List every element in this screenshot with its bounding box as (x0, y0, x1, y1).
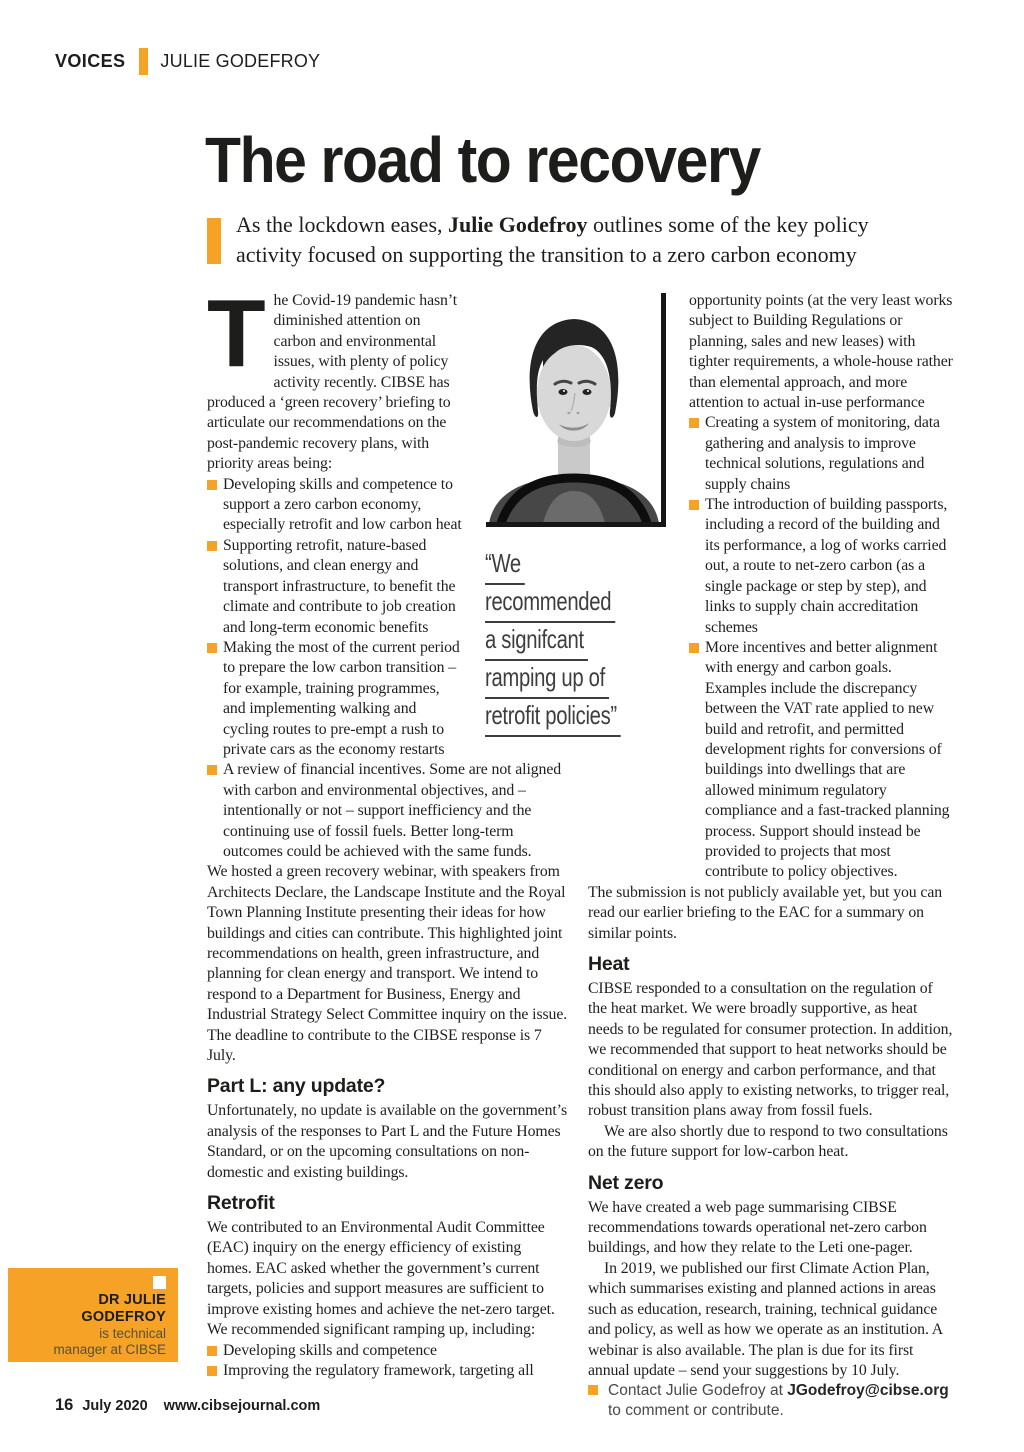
standfirst-post: outlines some of the key policy activity focused on supporting the transition to a zero carbon economy (236, 212, 869, 267)
list-item (207, 638, 464, 760)
contact-pre-text: Contact Julie Godefroy at (608, 1382, 788, 1400)
list-item-text: Developing skills and competence to support a zero carbon economy, especially retrofit and low carbon heat (223, 475, 462, 534)
list-item-text: A review of financial incentives. Some are not aligned with carbon and environmental objectives, and – intentionally or not – support inefficiency and the continuing use of fossil fuels. Better long-term outcomes could be achieved with the same funds. (223, 761, 562, 860)
standfirst (207, 210, 907, 270)
left-column (207, 280, 569, 1381)
pull-quote-line: “We (485, 548, 672, 585)
list-item-text: Making the most of the current period to prepare the low carbon transition – for example, training programmes, and implementing walking and cycling routes to pre-empt a rush to private cars as the economy restarts (223, 638, 460, 758)
pull-quote-line: ramping up of (485, 662, 672, 699)
intro-paragraph: The Covid-19 pandemic hasn’t diminished attention on carbon and environmental issues, with plenty of policy activity recently. CIBSE has produced a ‘green recovery’ briefing to articulate our recommendations on the post-pandemic recovery plans, with priority areas being: (207, 280, 458, 473)
runover-block (689, 291, 954, 883)
webinar-paragraph: We hosted a green recovery webinar, with speakers from Architects Declare, the Landscape Institute and the Royal Town Planning Institute presenting their ideas for how buildings and cities can contribute. This highlighted joint recommendations on health, green infrastructure, and planning for clean energy and transport. We intend to respond to a Department for Business, Energy and Industrial Strategy Select Committee inquiry on the issue. The deadline to contribute to the CIBSE response is 7 July. (207, 863, 568, 1065)
list-item (207, 760, 569, 862)
page-number: 16 (55, 1396, 74, 1414)
list-item (689, 413, 954, 495)
part-l-paragraph: Unfortunately, no update is available on the government’s analysis of the responses to Part L and the Future Homes Standard, or on the upcoming consultations on non-domestic and existing buildings. (207, 1102, 568, 1181)
contact-post-text: to comment or contribute. (608, 1401, 784, 1419)
list-item-text: Developing skills and competence (223, 1341, 437, 1359)
author-role: is technical manager at CIBSE (53, 1326, 166, 1357)
list-item-text: Supporting retrofit, nature-based solutions, and clean energy and transport infrastructure, to benefit the climate and contribute to job creation and long-term economic benefits (223, 536, 456, 636)
heat-paragraph-1: CIBSE responded to a consultation on the regulation of the heat market. We were broadly supportive, as heat needs to be regulated for consumer protection. In addition, we recommended that support to heat networks should be conditional on energy and carbon performance, and that this should also apply to existing networks, to trigger real, robust transition plans away from fossil fuels. (588, 980, 953, 1120)
list-item (689, 495, 954, 638)
section-heading-retrofit: Retrofit (207, 1192, 275, 1215)
page-header (55, 48, 320, 75)
list-item-text: Creating a system of monitoring, data gathering and analysis to improve technical solutions, regulations and supply chains (705, 414, 940, 493)
bullet-square-icon (689, 418, 699, 428)
runover-paragraph: opportunity points (at the very least works subject to Building Regulations or planning, sales and new leases) with tighter requirements, a whole-house rather than elemental approach, and more attention to actual in-use performance (689, 292, 953, 412)
net-zero-paragraph-2: In 2019, we published our first Climate Action Plan, which summarises existing and planned actions in areas such as education, research, training, technical guidance and policy, as well as how we operate as an institution. A webinar is also available. The plan is due for its first annual update – send your suggestions by 10 July. (588, 1259, 943, 1379)
standfirst-author-name: Julie Godefroy (448, 212, 588, 237)
bullet-square-icon (207, 541, 217, 551)
section-label: VOICES (55, 51, 126, 71)
heat-paragraph-2: We are also shortly due to respond to two consultations on the future support for low-carbon heat. (588, 1122, 948, 1161)
section-heading-net-zero: Net zero (588, 1171, 664, 1194)
bullet-square-icon (207, 1346, 217, 1356)
list-item (207, 536, 464, 638)
contact-email-link[interactable]: JGodefroy@cibse.org (787, 1382, 949, 1400)
bullet-square-icon (207, 643, 217, 653)
section-heading-part-l: Part L: any update? (207, 1075, 386, 1098)
section-heading-heat: Heat (588, 953, 630, 975)
bullet-square-icon (207, 765, 217, 775)
runover-list (689, 413, 954, 882)
list-item (689, 638, 954, 883)
right-column (588, 291, 954, 1420)
author-box (8, 1268, 178, 1362)
retrofit-paragraph: We contributed to an Environmental Audit Committee (EAC) inquiry on the energy efficiency of existing homes. EAC asked whether the government’s current targets, policies and support measures are sufficient to improve existing homes and achieve the net-zero target. We recommended significant ramping up, including: (207, 1219, 555, 1339)
list-item (207, 475, 464, 536)
pull-quote-line: a signifcant (485, 624, 672, 661)
priority-list (207, 475, 569, 863)
list-item (207, 1361, 569, 1381)
drop-cap: T (207, 280, 266, 387)
author-name: DR JULIE GODEFROY (81, 1292, 166, 1325)
standfirst-pre: As the lockdown eases, (236, 212, 449, 237)
pull-quote-line: retrofit policies” (485, 700, 672, 737)
bullet-square-icon (588, 1385, 598, 1395)
intro-block (207, 280, 464, 475)
bullet-square-icon (207, 1366, 217, 1376)
list-item-text: More incentives and better alignment with energy and carbon goals. Examples include the discrepancy between the VAT rate applied to new build and retrofit, and permitted development rights for conversions of buildings into dwellings that are allowed minimum regulatory compliance and a fast-tracked planning process. Support should instead be provided to projects that most contribute to policy objectives. (705, 638, 950, 881)
list-item-text: Improving the regulatory framework, targeting all (223, 1361, 534, 1379)
retrofit-list (207, 1341, 569, 1382)
bullet-square-icon (207, 480, 217, 490)
list-item (207, 1341, 569, 1361)
bullet-square-icon (689, 500, 699, 510)
kicker-author-name: JULIE GODEFROY (160, 51, 321, 71)
page-title: The road to recovery (205, 124, 760, 196)
kicker-divider-bar (139, 48, 148, 75)
contact-note (588, 1381, 954, 1420)
pull-quote-line: recommended (485, 586, 672, 623)
standfirst-text (236, 210, 907, 270)
white-square-icon (153, 1276, 166, 1289)
submission-paragraph: The submission is not publicly available yet, but you can read our earlier briefing to the EAC for a summary on similar points. (588, 883, 943, 942)
standfirst-accent-bar (207, 218, 221, 264)
page-footer (55, 1396, 320, 1415)
net-zero-paragraph-1: We have created a web page summarising CIBSE recommendations towards operational net-zero carbon buildings, and how they relate to the Leti one-pager. (588, 1198, 927, 1257)
list-item-text: The introduction of building passports, including a record of the building and its performance, a log of works carried out, a route to net-zero carbon (as a single package or step by step), and links to supply chain accreditation schemes (705, 496, 948, 636)
issue-date: July 2020 (82, 1398, 148, 1414)
site-url: www.cibsejournal.com (163, 1398, 321, 1414)
bullet-square-icon (689, 643, 699, 653)
